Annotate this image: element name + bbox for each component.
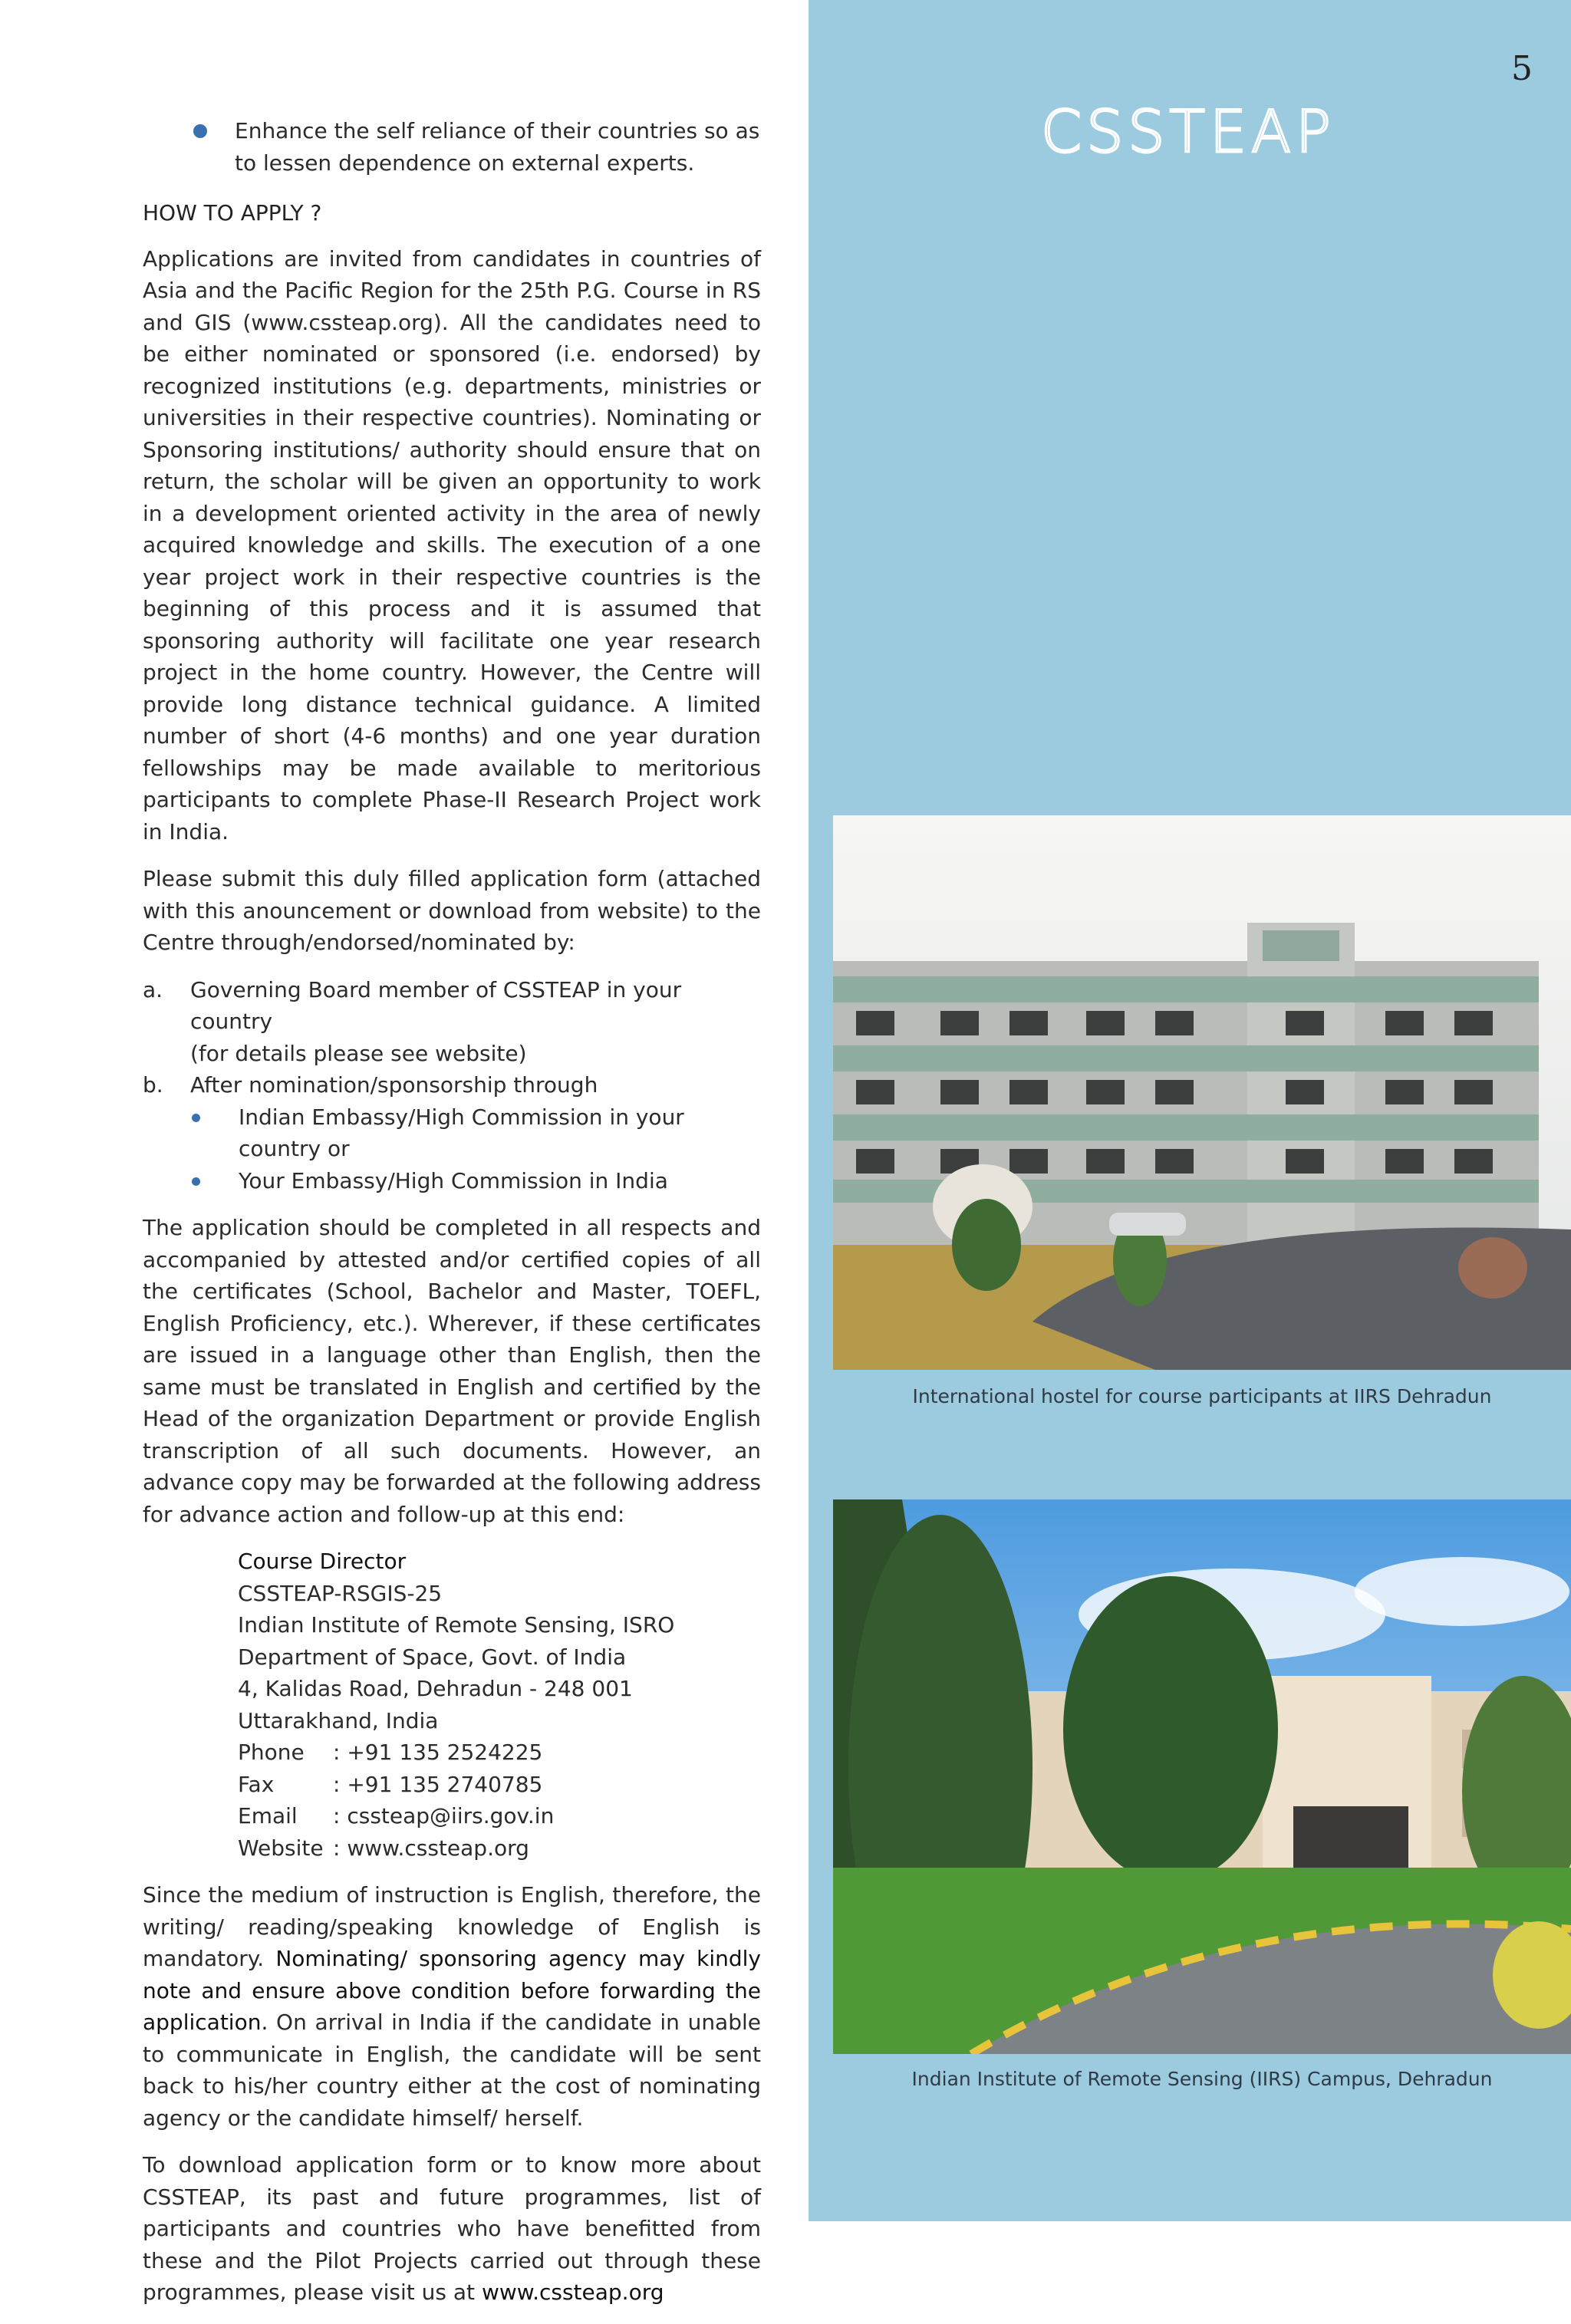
logo-text: CSSTEAP xyxy=(1041,101,1336,163)
contact-value: : +91 135 2524225 xyxy=(333,1740,543,1765)
bullet-icon xyxy=(193,124,207,138)
address-block xyxy=(238,1545,761,1864)
contact-label: Email xyxy=(238,1803,298,1829)
para4-text: Since the medium of instruction is English, therefore, the writing/ reading/speaking knowledge of English is mandatory. xyxy=(143,1882,761,1971)
list-letter: b. xyxy=(143,1072,163,1098)
sub-bullet-item xyxy=(192,1101,761,1165)
paragraph-applications: Applications are invited from candidates in countries of Asia and the Pacific Region for the 25th P.G. Course in RS and GIS (www.cssteap.org). All the candidates need to be either nominated or sponsored (i.e. endorsed) by recognized institutions (e.g. departments, ministries or universities in their respective countries). Nominating or Sponsoring institutions/ authority should ensure that on return, the scholar will be given an opportunity to work in a development oriented activity in the area of newly acquired knowledge and skills. The execution of a one year project work in their respective countries is the beginning of this process and it is assumed that sponsoring authority will facilitate one year research project in the home country. However, the Centre will provide long distance technical guidance. A limited number of short (4-6 months) and one year duration fellowships may be made available to meritorious participants to complete Phase-II Research Project work in India. xyxy=(143,245,761,844)
paragraph-documents: The application should be completed in all respects and accompanied by attested and/or certified copies of all the certificates (School, Bachelor and Master, TOEFL, English Proficiency, etc.). Wherever, if these certificates are issued in a language other than English, then the same must be translated in English and certified by the Head of the organization Department or provide English transcription of all such documents. However, an advance copy may be forwarded at the following address for advance action and follow-up at this end: xyxy=(143,1215,761,1527)
bullet-icon xyxy=(192,1114,200,1122)
para5-text: To download application form or to know more about CSSTEAP, its past and future programmes, list of participants and countries who have benefitted from these and the Pilot Projects carried out through these programmes, please visit us at xyxy=(143,2152,761,2305)
contact-label: Fax xyxy=(238,1771,275,1797)
contact-phone xyxy=(238,1736,761,1769)
intro-bullet-text: Enhance the self reliance of their countries so as to lessen dependence on external experts. xyxy=(235,118,760,176)
contact-email xyxy=(238,1800,761,1832)
contact-fax xyxy=(238,1769,761,1801)
sub-bullet-item xyxy=(192,1165,761,1197)
address-line: 4, Kalidas Road, Dehradun - 248 001 xyxy=(238,1676,633,1701)
list-item-a-line1: Governing Board member of CSSTEAP in your country xyxy=(190,976,682,1034)
contact-value: : www.cssteap.org xyxy=(333,1835,529,1861)
main-text-column xyxy=(143,115,761,2324)
address-line: Uttarakhand, India xyxy=(238,1707,439,1733)
paragraph-submit: Please submit this duly filled application form (attached with this anouncement or download from website) to the Centre through/endorsed/nominated by: xyxy=(143,866,761,955)
contact-website xyxy=(238,1832,761,1865)
campus-photo-caption: Indian Institute of Remote Sensing (IIRS) Campus, Dehradun xyxy=(911,2068,1493,2090)
website-link[interactable]: www.cssteap.org xyxy=(481,2280,664,2305)
contact-value: : cssteap@iirs.gov.in xyxy=(333,1803,555,1829)
address-line: Indian Institute of Remote Sensing, ISRO xyxy=(238,1612,675,1638)
para4-text-end: On arrival in India if the candidate in unable to communicate in English, the candidate will be sent back to his/her country either at the cost of nominating agency or the candidate himself/ herself. xyxy=(143,2010,761,2131)
sub-bullet-text: Your Embassy/High Commission in India xyxy=(239,1167,668,1193)
list-item-a-text xyxy=(190,974,761,1070)
nomination-list xyxy=(143,974,761,1197)
bullet-icon xyxy=(192,1177,200,1186)
sub-bullet-text: Indian Embassy/High Commission in your country or xyxy=(239,1104,684,1161)
list-letter: a. xyxy=(143,976,163,1002)
address-line: Course Director xyxy=(238,1549,407,1574)
contact-label: Website xyxy=(238,1835,324,1861)
paragraph-english-requirement xyxy=(143,1879,761,2134)
contact-label: Phone xyxy=(238,1740,305,1765)
sub-bullet-list xyxy=(192,1101,761,1197)
page-number: 5 xyxy=(1511,49,1533,88)
list-item-a xyxy=(143,974,761,1070)
hostel-photo-caption: International hostel for course participants at IIRS Dehradun xyxy=(912,1385,1492,1407)
list-item-a-line2: (for details please see website) xyxy=(190,1040,527,1066)
cssteap-logo xyxy=(1038,101,1460,163)
address-line: Department of Space, Govt. of India xyxy=(238,1644,627,1670)
para4-emphasis: Nominating/ sponsoring agency may kindly note and ensure above condition before forwarding the application. xyxy=(143,1946,761,2035)
hostel-photo xyxy=(833,815,1571,1370)
list-item-b xyxy=(143,1069,761,1101)
paragraph-download xyxy=(143,2149,761,2309)
campus-photo xyxy=(833,1499,1571,2054)
section-heading: HOW TO APPLY ? xyxy=(143,200,322,225)
address-line: CSSTEAP-RSGIS-25 xyxy=(238,1580,443,1606)
contact-value: : +91 135 2740785 xyxy=(333,1771,543,1797)
list-item-b-text: After nomination/sponsorship through xyxy=(190,1072,598,1098)
intro-bullet xyxy=(193,115,761,179)
